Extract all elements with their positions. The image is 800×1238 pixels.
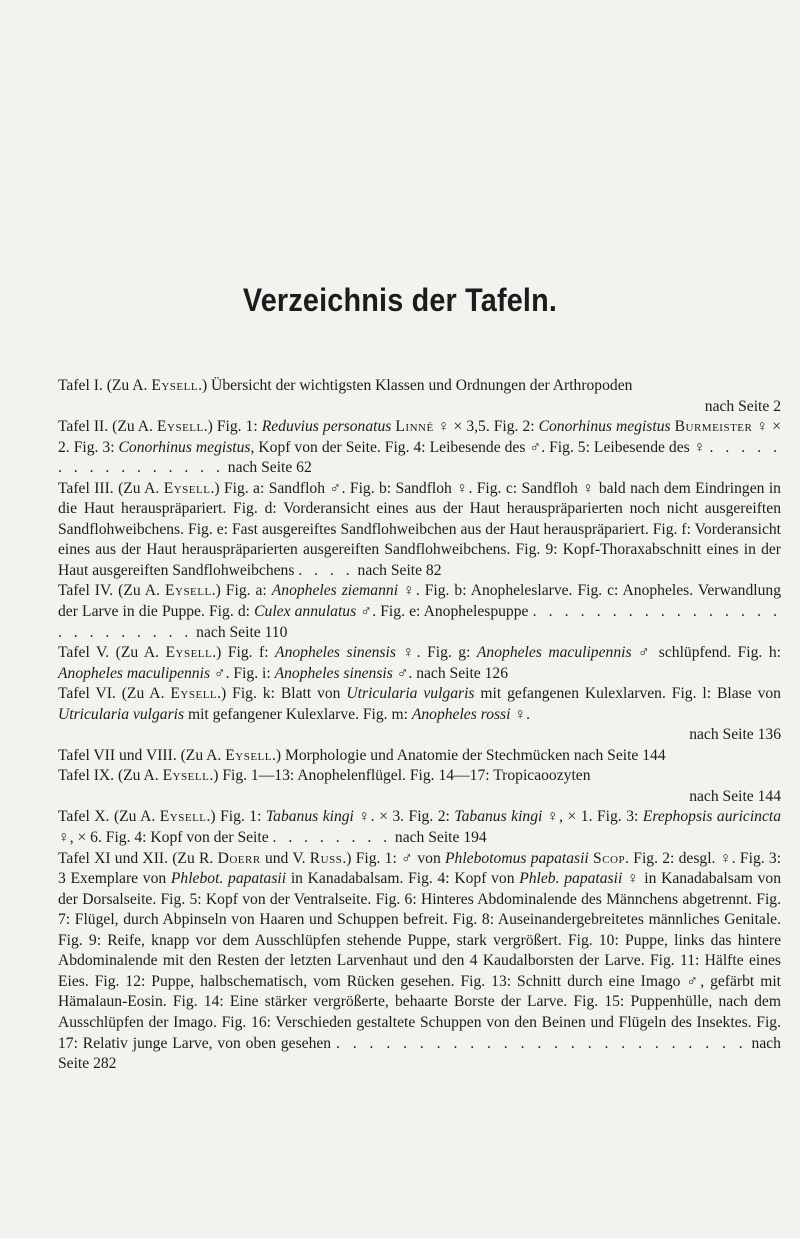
plates-list [58,376,781,1075]
list-item: Tafel IV. (Zu A. Eysell.) Fig. a: Anopheles ziemanni ♀. Fig. b: Anopheleslarve. Fig. c: Anopheles. Verwandlung der Larve in die Puppe. Fig. d: Culex annulatus ♂. Fig. e: Anophelespuppe . . . . . . . . . . . . . . . . . . . . . . . . . nach Seite 110 [58,582,782,641]
list-item: Tafel V. (Zu A. Eysell.) Fig. f: Anopheles sinensis ♀. Fig. g: Anopheles maculipennis ♂ schlüpfend. Fig. h: Anopheles maculipennis ♂. Fig. i: Anopheles sinensis ♂. nach Seite 126 [58,644,781,682]
list-item: Tafel III. (Zu A. Eysell.) Fig. a: Sandfloh ♂. Fig. b: Sandfloh ♀. Fig. c: Sandfloh ♀ bald nach dem Eindringen in die Haut herauspräpariert. Fig. d: Vorderansicht eines aus der Haut herauspräparierten noch nicht ausgereiften Sandflohweibchens. Fig. e: Fast ausgereiftes Sandflohweibchen aus der Haut herauspräpariert. Fig. f: Vorderansicht eines aus der Haut herauspräparierten ausgereiften Sandflohweibchens. Fig. 9: Kopf-Thoraxabschnitt eines in der Haut ausgereiften Sandflohweibchens . . . . nach Seite 82 [58,479,781,579]
list-item: Tafel I. (Zu A. Eysell.) Übersicht der wichtigsten Klassen und Ordnungen der Arthropoden nach Seite 2 [58,377,781,415]
list-item: Tafel XI und XII. (Zu R. Doerr und V. Russ.) Fig. 1: ♂ von Phlebotomus papatasii Scop. Fig. 2: desgl. ♀. Fig. 3: 3 Exemplare von Phlebot. papatasii in Kanadabalsam. Fig. 4: Kopf von Phleb. papatasii ♀ in Kanadabalsam von der Dorsalseite. Fig. 5: Kopf von der Ventralseite. Fig. 6: Hinteres Abdominalende des Männchens abgetrennt. Fig. 7: Flügel, durch Abpinseln von Haaren und Schuppen befreit. Fig. 8: Auseinandergebreitetes männliches Genitale. Fig. 9: Reife, knapp vor dem Ausschlüpfen stehende Puppe, stark vergrößert. Fig. 10: Puppe, links das hintere Abdominalende mit den Resten der letzten Larvenhaut und den 4 Kaudalborsten der Larve. Fig. 11: Hälfte eines Eies. Fig. 12: Puppe, halbschematisch, vom Rücken gesehen. Fig. 13: Schnitt durch eine Imago ♂, gefärbt mit Hämalaun-Eosin. Fig. 14: Eine stärker vergrößerte, behaarte Borste der Larve. Fig. 15: Puppenhülle, nach dem Ausschlüpfen der Imago. Fig. 16: Verschieden gestaltete Schuppen von den Beinen und Flügeln des Insektes. Fig. 17: Relativ junge Larve, von oben gesehen . . . . . . . . . . . . . . . . . . . . . . . . . nach Seite 282 [58,849,782,1073]
list-item: Tafel VI. (Zu A. Eysell.) Fig. k: Blatt von Utricularia vulgaris mit gefangenen Kulexlarven. Fig. l: Blase von Utricularia vulgaris mit gefangener Kulexlarve. Fig. m: Anopheles rossi ♀. nach Seite 136 [58,685,781,744]
list-item: Tafel II. (Zu A. Eysell.) Fig. 1: Reduvius personatus Linné ♀ × 3,5. Fig. 2: Conorhinus megistus Burmeister ♀ × 2. Fig. 3: Conorhinus megistus, Kopf von der Seite. Fig. 4: Leibesende des ♂. Fig. 5: Leibesende des ♀ . . . . . . . . . . . . . . . . nach Seite 62 [58,418,782,477]
list-item: Tafel VII und VIII. (Zu A. Eysell.) Morphologie und Anatomie der Stechmücken nach Seite 144 [58,746,666,764]
page-title: Verzeichnis der Tafeln. [242,282,558,318]
list-item: Tafel X. (Zu A. Eysell.) Fig. 1: Tabanus kingi ♀. × 3. Fig. 2: Tabanus kingi ♀, × 1. Fig. 3: Erephopsis auricincta ♀, × 6. Fig. 4: Kopf von der Seite . . . . . . . . nach Seite 194 [58,808,782,847]
list-item: Tafel IX. (Zu A. Eysell.) Fig. 1—13: Anophelenflügel. Fig. 14—17: Tropicaoozyten nach Seite 144 [58,767,781,805]
